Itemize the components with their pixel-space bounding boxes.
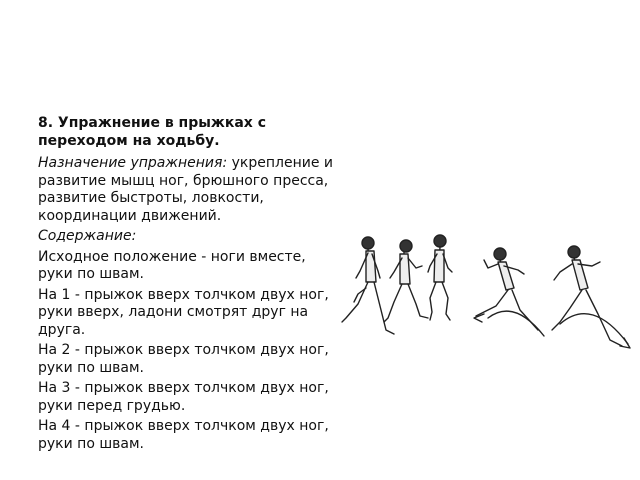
runner-figure-3 (428, 235, 452, 320)
content-label: Содержание: (38, 228, 137, 244)
purpose-text: укрепление и развитие мышц ног, брюшного пресса, развитие быстроты, ловкости, координации движений. (38, 155, 333, 224)
step-1: На 1 - прыжок вверх толчком двух ног, руки вверх, ладони смотрят друг на друга. (38, 286, 329, 338)
running-figures-illustration (338, 226, 634, 354)
exercise-purpose (38, 155, 338, 225)
step-initial: Исходное положение - ноги вместе, руки по швам. (38, 248, 306, 282)
exercise-text (38, 115, 338, 456)
exercise-title: 8. Упражнение в прыжках с переходом на ходьбу. (38, 115, 266, 149)
step-3: На 3 - прыжок вверх толчком двух ног, руки перед грудью. (38, 380, 329, 414)
running-figures-icon (338, 226, 634, 354)
step-2: На 2 - прыжок вверх толчком двух ног, руки по швам. (38, 342, 329, 376)
purpose-label: Назначение упражнения: (38, 155, 228, 171)
runner-figure-5 (552, 246, 622, 346)
step-4: На 4 - прыжок вверх толчком двух ног, руки по швам. (38, 418, 329, 452)
runner-figure-2 (384, 240, 428, 322)
runner-figure-4 (476, 248, 538, 330)
